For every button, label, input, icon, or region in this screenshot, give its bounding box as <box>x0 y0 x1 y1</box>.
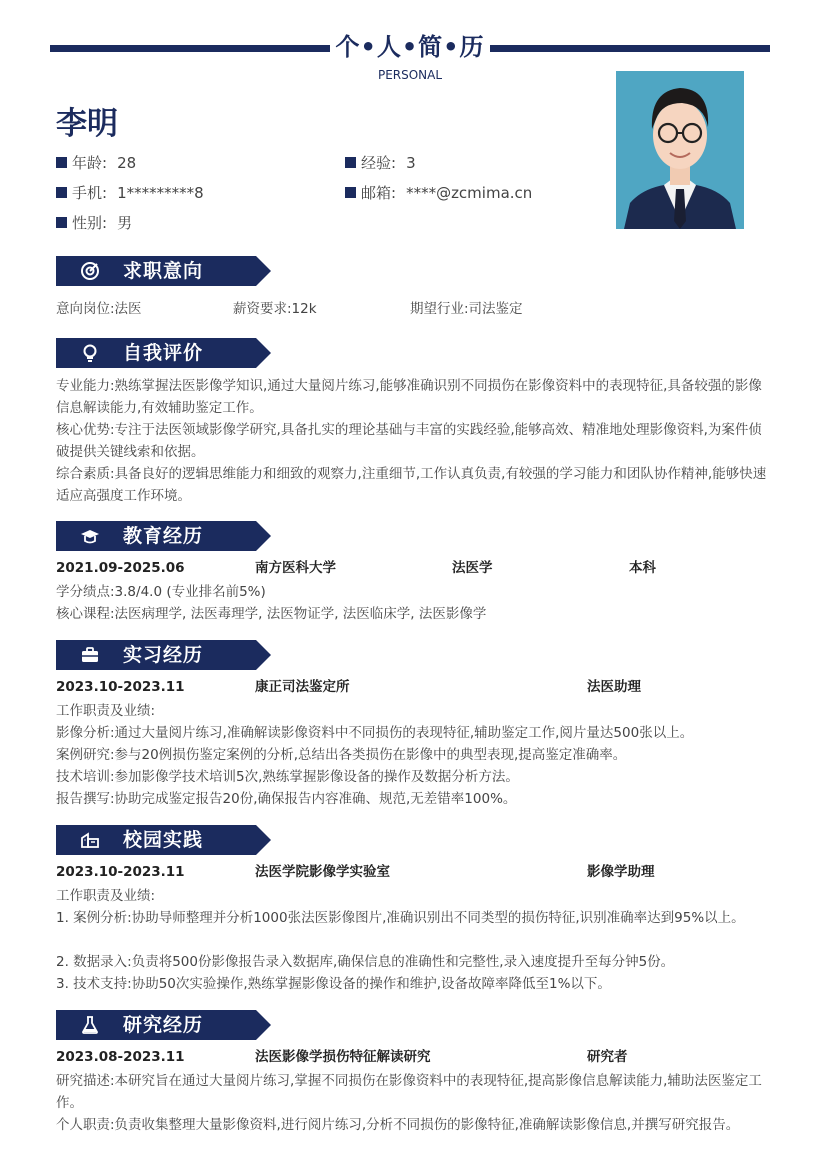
info-age <box>56 153 136 173</box>
bullet-square-icon <box>345 157 356 168</box>
education-degree: 本科 <box>629 560 656 576</box>
bullet-square-icon <box>345 187 356 198</box>
campus-org: 法医学院影像学实验室 <box>255 864 390 880</box>
self-eval-paragraph: 核心优势:专注于法医领域影像学研究,具备扎实的理论基础与丰富的实践经验,能够高效、精准地处理影像资料,为案件侦破提供关键线索和依据。 <box>56 422 762 460</box>
heading-arrow <box>256 338 271 368</box>
internship-period: 2023.10-2023.11 <box>56 679 185 695</box>
education-gpa: 学分绩点:3.8/4.0 (专业排名前5%) <box>56 584 266 600</box>
gender-label: 性别: <box>72 214 108 232</box>
header-rule-right <box>490 45 770 52</box>
email-label: 邮箱: <box>361 184 397 202</box>
info-experience <box>345 153 416 173</box>
bullet-square-icon <box>56 157 67 168</box>
intent-position: 意向岗位:法医 <box>56 301 142 317</box>
document-subtitle: PERSONAL <box>377 68 443 82</box>
campus-line: 1. 案例分析:协助导师整理并分析1000张法医影像图片,准确识别出不同类型的损伤特征,识别准确率达到95%以上。 <box>56 910 745 926</box>
email-value: ****@zcmima.cn <box>406 184 533 202</box>
research-line: 个人职责:负责收集整理大量影像资料,进行阅片练习,分析不同损伤的影像特征,准确解读影像信息,并撰写研究报告。 <box>56 1117 740 1133</box>
research-line: 研究描述:本研究旨在通过大量阅片练习,掌握不同损伤在影像资料中的表现特征,提高影像信息解读能力,辅助法医鉴定工作。 <box>56 1073 762 1111</box>
section-title: 求职意向 <box>123 260 204 282</box>
target-icon <box>80 261 100 281</box>
internship-line: 工作职责及业绩: <box>56 703 156 719</box>
info-phone <box>56 183 204 203</box>
bullet-square-icon <box>56 187 67 198</box>
section-title: 教育经历 <box>123 525 204 547</box>
internship-org: 康正司法鉴定所 <box>255 679 350 695</box>
document-title: 个•人•简•历 <box>335 33 485 61</box>
heading-arrow <box>256 521 271 551</box>
self-eval-paragraph: 综合素质:具备良好的逻辑思维能力和细致的观察力,注重细节,工作认真负责,有较强的学习能力和团队协作精神,能够快速适应高强度工作环境。 <box>56 466 767 504</box>
experience-label: 经验: <box>361 154 397 172</box>
research-role: 研究者 <box>587 1049 628 1065</box>
section-heading-self-eval <box>56 338 271 368</box>
campus-line: 工作职责及业绩: <box>56 888 156 904</box>
internship-line: 案例研究:参与20例损伤鉴定案例的分析,总结出各类损伤在影像中的典型表现,提高鉴定准确率。 <box>56 747 627 763</box>
heading-arrow <box>256 825 271 855</box>
graduation-cap-icon <box>80 526 100 546</box>
education-major: 法医学 <box>452 560 493 576</box>
header-rule-left <box>50 45 330 52</box>
age-value: 28 <box>117 154 137 172</box>
section-heading-intent <box>56 256 271 286</box>
bullet-square-icon <box>56 217 67 228</box>
age-label: 年龄: <box>72 154 108 172</box>
profile-photo <box>616 71 744 229</box>
briefcase-icon <box>80 645 100 665</box>
gender-value: 男 <box>117 214 133 232</box>
section-heading-research <box>56 1010 271 1040</box>
phone-value: 1*********8 <box>117 184 204 202</box>
internship-line: 报告撰写:协助完成鉴定报告20份,确保报告内容准确、规范,无差错率100%。 <box>56 791 517 807</box>
heading-arrow <box>256 640 271 670</box>
education-period: 2021.09-2025.06 <box>56 560 185 576</box>
building-icon <box>80 830 100 850</box>
internship-line: 技术培训:参加影像学技术培训5次,熟练掌握影像设备的操作及数据分析方法。 <box>56 769 519 785</box>
campus-role: 影像学助理 <box>587 864 655 880</box>
lightbulb-icon <box>80 343 100 363</box>
info-email <box>345 183 532 203</box>
section-title: 自我评价 <box>123 342 204 364</box>
section-heading-campus <box>56 825 271 855</box>
heading-arrow <box>256 1010 271 1040</box>
intent-salary: 薪资要求:12k <box>233 301 317 317</box>
internship-role: 法医助理 <box>587 679 641 695</box>
experience-value: 3 <box>406 154 416 172</box>
flask-icon <box>80 1015 100 1035</box>
info-gender <box>56 213 132 233</box>
heading-arrow <box>256 256 271 286</box>
research-project: 法医影像学损伤特征解读研究 <box>255 1049 431 1065</box>
candidate-name: 李明 <box>56 106 118 142</box>
campus-line: 2. 数据录入:负责将500份影像报告录入数据库,确保信息的准确性和完整性,录入速度提升至每分钟5份。 <box>56 954 675 970</box>
self-eval-paragraph: 专业能力:熟练掌握法医影像学知识,通过大量阅片练习,能够准确识别不同损伤在影像资料中的表现特征,具备较强的影像信息解读能力,有效辅助鉴定工作。 <box>56 378 762 416</box>
phone-label: 手机: <box>72 184 108 202</box>
internship-line: 影像分析:通过大量阅片练习,准确解读影像资料中不同损伤的表现特征,辅助鉴定工作,阅片量达500张以上。 <box>56 725 694 741</box>
section-heading-education <box>56 521 271 551</box>
education-school: 南方医科大学 <box>255 560 336 576</box>
section-title: 研究经历 <box>123 1014 204 1036</box>
campus-period: 2023.10-2023.11 <box>56 864 185 880</box>
section-title: 实习经历 <box>123 644 204 666</box>
section-heading-internship <box>56 640 271 670</box>
intent-industry: 期望行业:司法鉴定 <box>410 301 523 317</box>
research-period: 2023.08-2023.11 <box>56 1049 185 1065</box>
campus-line: 3. 技术支持:协助50次实验操作,熟练掌握影像设备的操作和维护,设备故障率降低至1%以下。 <box>56 976 611 992</box>
section-title: 校园实践 <box>123 829 204 851</box>
education-courses: 核心课程:法医病理学, 法医毒理学, 法医物证学, 法医临床学, 法医影像学 <box>56 606 487 622</box>
